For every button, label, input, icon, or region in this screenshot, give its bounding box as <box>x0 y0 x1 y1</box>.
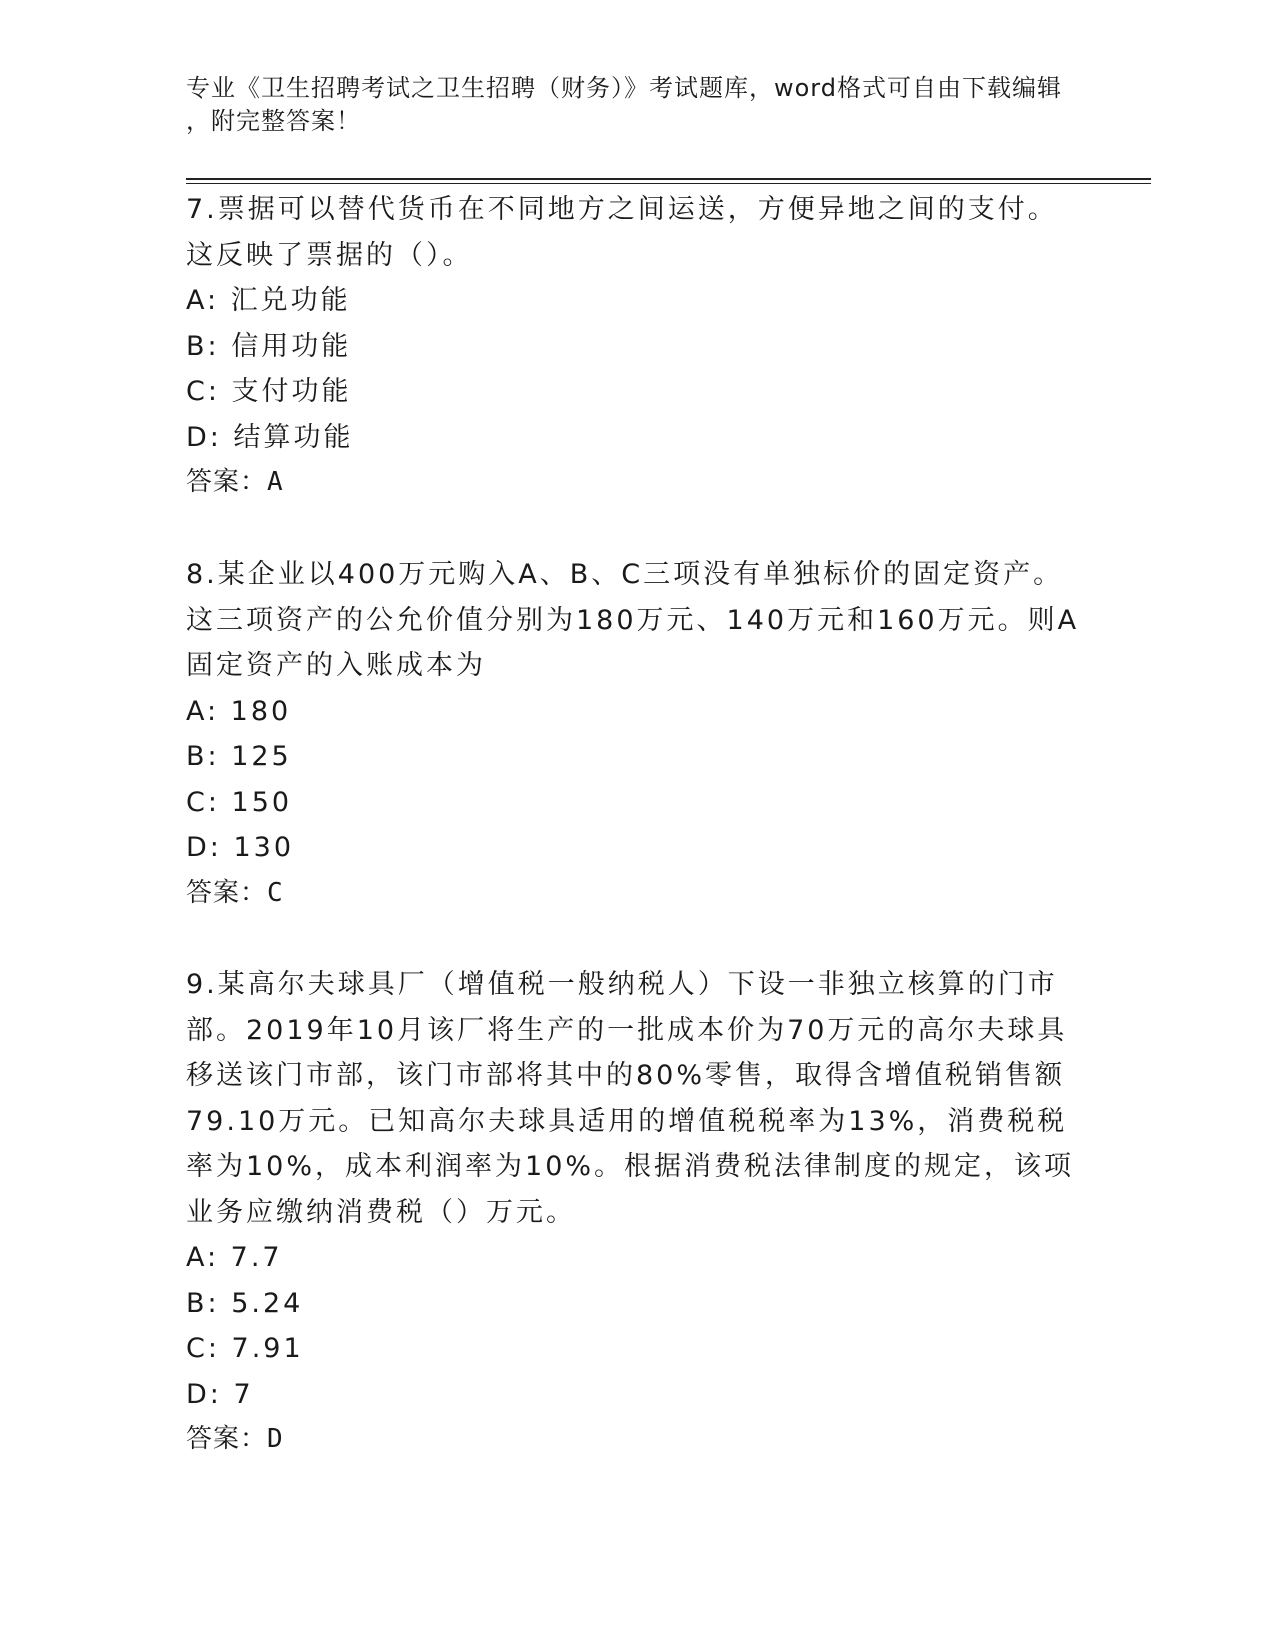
option-c: C: 支付功能 <box>186 376 352 407</box>
document-header: 专业《卫生招聘考试之卫生招聘（财务）》考试题库，word格式可自由下载编辑 ，附完整答案！ <box>186 74 1062 135</box>
option-b: B: 5.24 <box>186 1287 304 1319</box>
option-c: C: 7.91 <box>186 1333 304 1364</box>
option-d: D: 结算功能 <box>186 421 354 453</box>
answer-label: 答案： <box>186 467 268 497</box>
answer-value: A <box>267 467 284 497</box>
answer-value: D <box>267 1424 284 1454</box>
question-stem: 9.某高尔夫球具厂（增值税一般纳税人）下设一非独立核算的门市部。2019年10月该厂将生产的一批成本价为70万元的高尔夫球具移送该门市部，该门市部将其中的80%零售，取得含增值税销售额79.10万元。已知高尔夫球具适用的增值税税率为13%，消费税税率为10%，成本利润率为10%。根据消费税法律制度的规定，该项业务应缴纳消费税（）万元。 <box>186 969 1075 1228</box>
answer-line <box>186 1417 1086 1463</box>
option-b: B: 信用功能 <box>186 330 352 362</box>
answer-value: C <box>267 877 284 908</box>
option-c: C: 150 <box>186 786 293 818</box>
answer-line <box>186 460 1086 506</box>
question-stem: 8.某企业以400万元购入A、B、C三项没有单独标价的固定资产。这三项资产的公允价值分别为180万元、140万元和160万元。则A固定资产的入账成本为 <box>186 559 1080 681</box>
answer-line <box>186 871 1086 917</box>
option-d: D: 130 <box>186 832 295 863</box>
option-a: A: 7.7 <box>186 1242 283 1273</box>
answer-label: 答案： <box>186 1424 268 1454</box>
question-9 <box>186 962 1086 1463</box>
option-b: B: 125 <box>186 741 292 772</box>
header-divider-thick <box>186 178 1151 180</box>
option-d: D: 7 <box>186 1378 254 1410</box>
header-divider-thin <box>186 183 1151 184</box>
question-stem: 7.票据可以替代货币在不同地方之间运送，方便异地之间的支付。这反映了票据的（）。 <box>186 194 1058 271</box>
option-a: A: 180 <box>186 695 292 727</box>
option-a: A: 汇兑功能 <box>186 285 351 316</box>
question-8 <box>186 552 1086 916</box>
answer-label: 答案： <box>186 877 268 908</box>
question-7 <box>186 187 1086 506</box>
